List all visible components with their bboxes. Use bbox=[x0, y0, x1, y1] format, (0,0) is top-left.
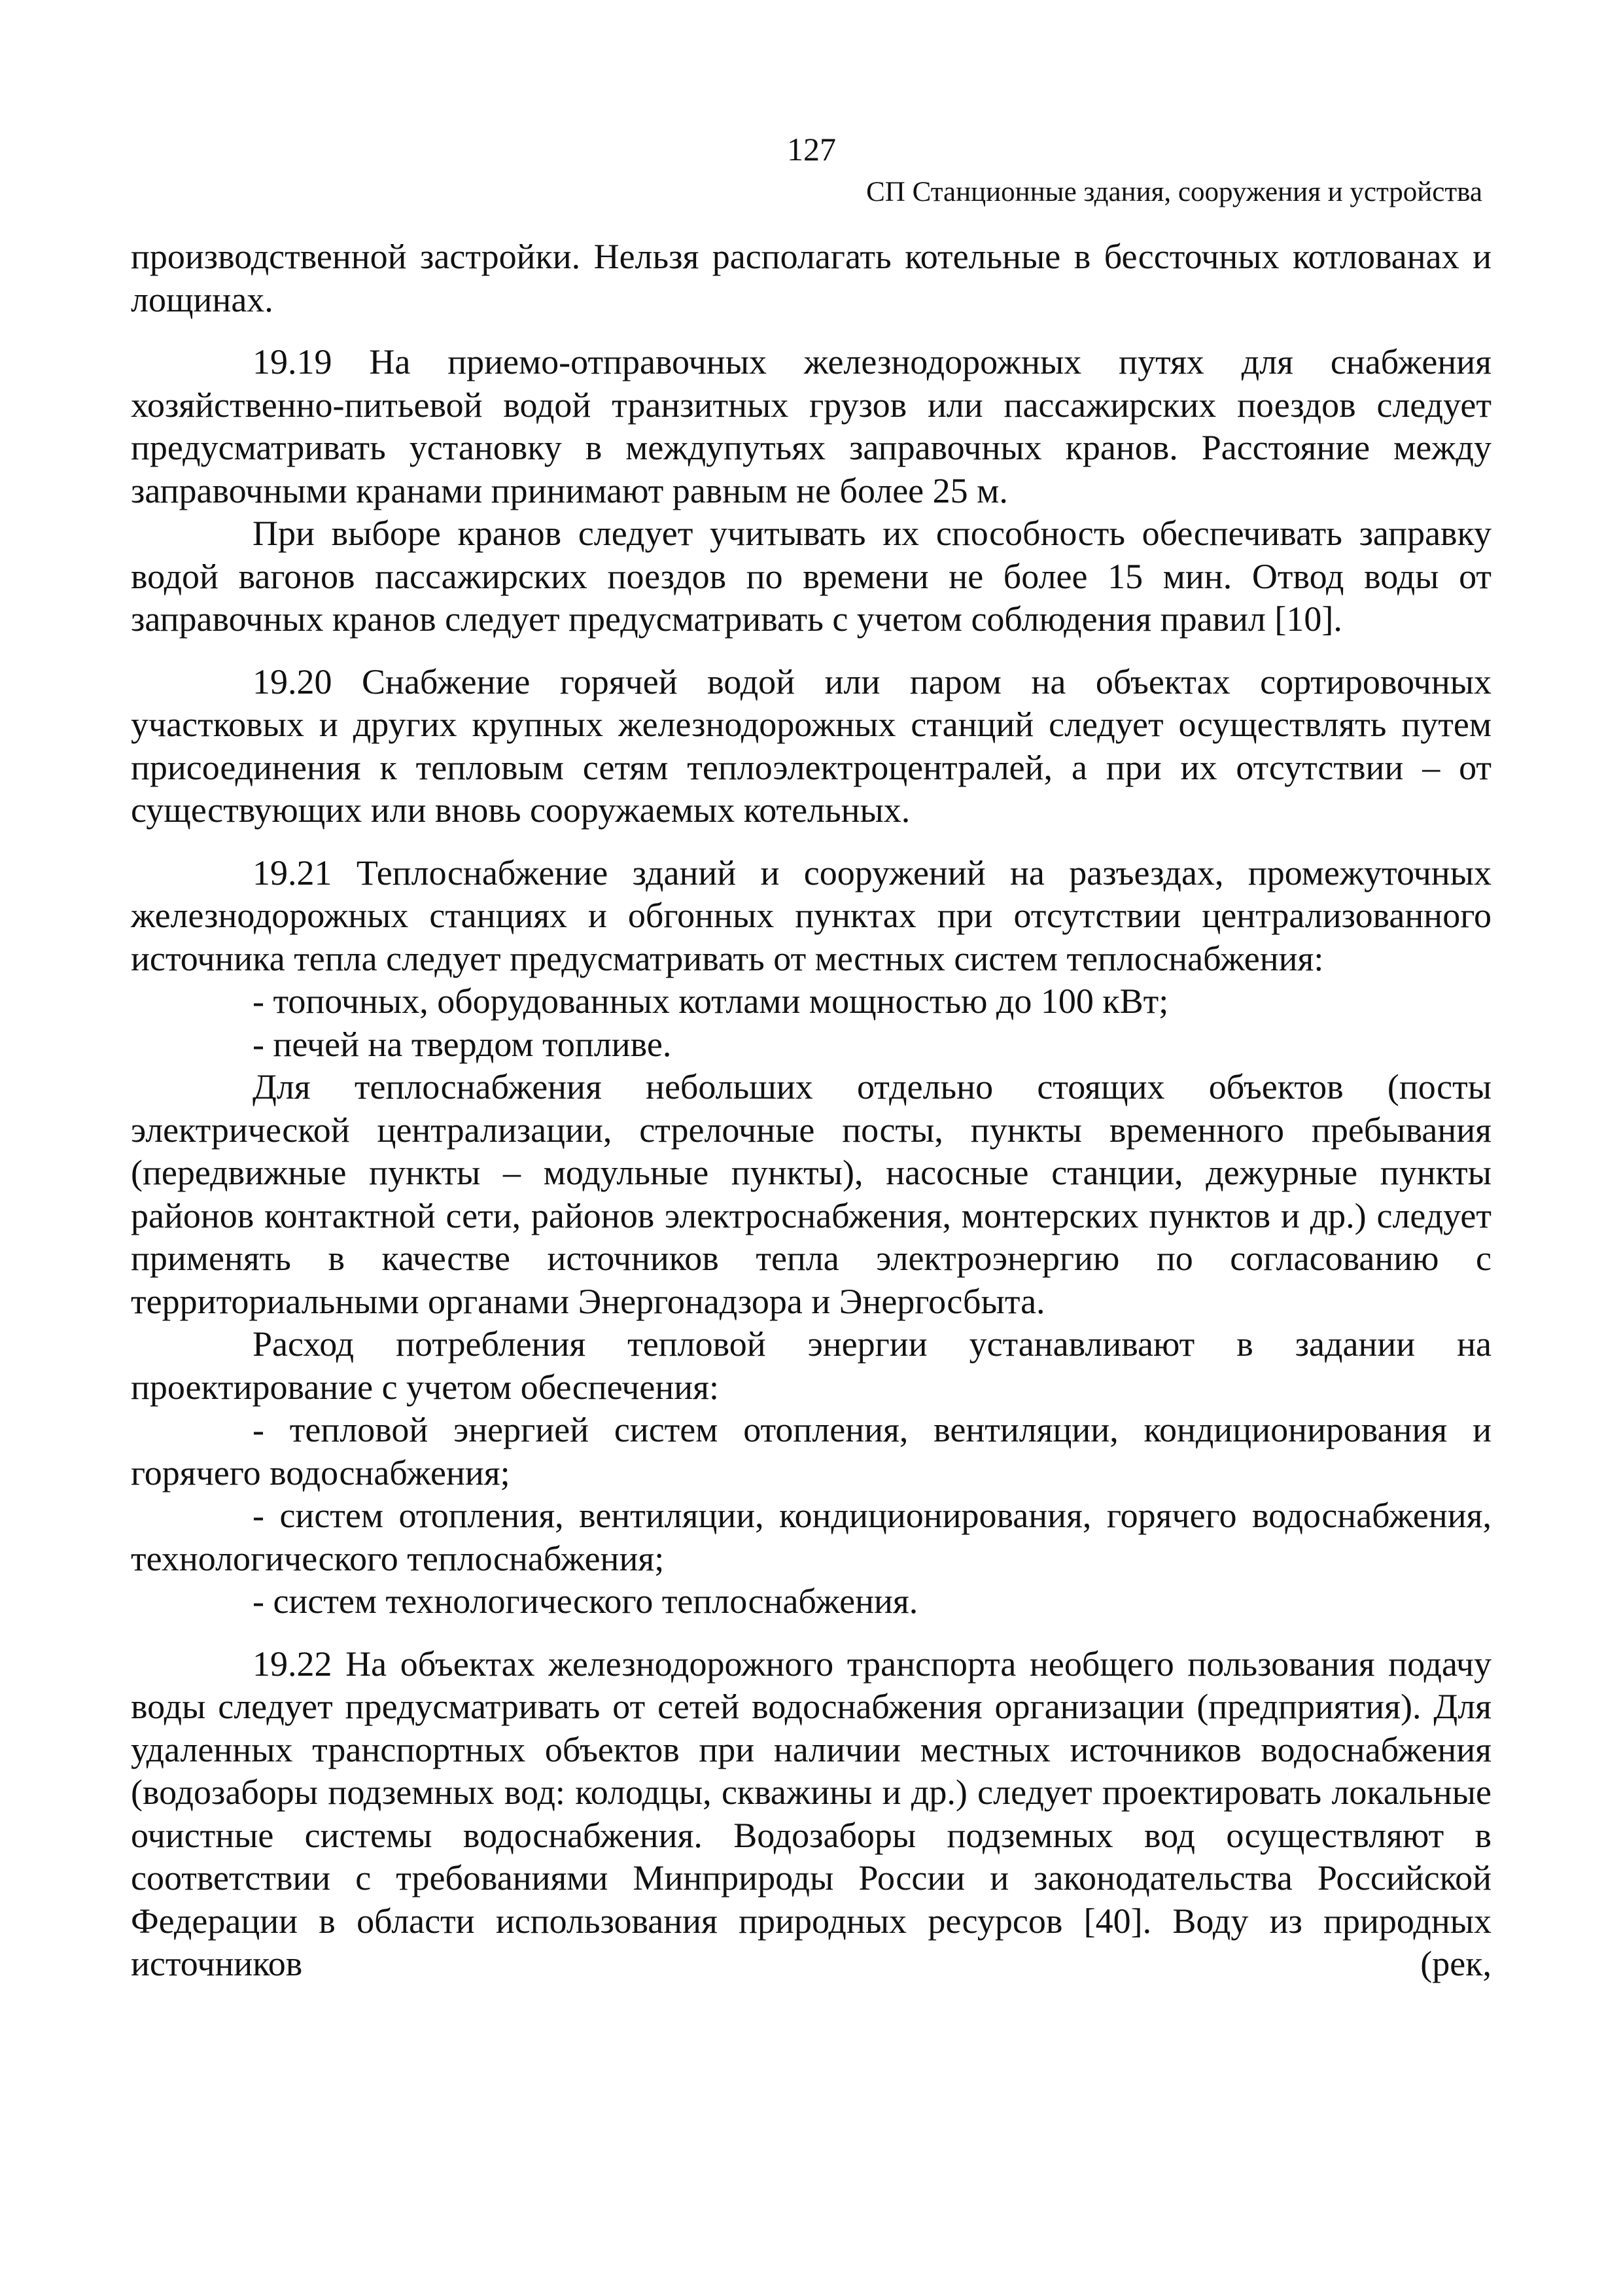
list-item: - печей на твердом топливе. bbox=[253, 1024, 672, 1064]
list-item: - тепловой энергией систем отопления, вентиляции, кондиционирования и горячего водоснабжения; bbox=[131, 1410, 1492, 1492]
paragraph-heat-consumption: Расход потребления тепловой энергии устанавливают в задании на проектирование с учетом обеспечения: bbox=[131, 1324, 1492, 1407]
paragraph-small-objects: Для теплоснабжения небольших отдельно стоящих объектов (посты электрической централизации, стрелочные посты, пункты временного пребывания (передвижные пункты – модульные пункты), насосные станции, дежурные пункты районов контактной сети, районов электроснабжения, монтерских пунктов и др.) следует применять в качестве источников тепла электроэнергию по согласованию с территориальными органами Энергонадзора и Энергосбыта. bbox=[131, 1067, 1492, 1321]
document-body bbox=[131, 236, 1492, 1986]
page-number: 127 bbox=[787, 131, 836, 168]
list-item: - топочных, оборудованных котлами мощностью до 100 кВт; bbox=[253, 981, 1169, 1021]
paragraph-19-19: 19.19 На приемо-отправочных железнодорожных путях для снабжения хозяйственно-питьевой водой транзитных грузов или пассажирских поездов следует предусматривать установку в междупутьях заправочных кранов. Расстояние между заправочными кранами принимают равным не более 25 м. bbox=[131, 342, 1492, 510]
list-item: - систем отопления, вентиляции, кондиционирования, горячего водоснабжения, технологического теплоснабжения; bbox=[131, 1496, 1492, 1578]
paragraph-continuation: производственной застройки. Нельзя располагать котельные в бессточных котлованах и лощинах. bbox=[131, 237, 1492, 319]
list-item: - систем технологического теплоснабжения. bbox=[253, 1581, 918, 1621]
paragraph-19-22: 19.22 На объектах железнодорожного транспорта необщего пользования подачу воды следует предусматривать от сетей водоснабжения организации (предприятия). Для удаленных транспортных объектов при наличии местных источников водоснабжения (водозаборы подземных вод: колодцы, скважины и др.) следует проектировать локальные очистные системы водоснабжения. Водозаборы подземных вод осуществляют в соответствии с требованиями Минприроды России и законодательства Российской Федерации в области использования природных ресурсов [40]. Воду из природных источников (рек, bbox=[131, 1644, 1492, 1983]
running-header: СП Станционные здания, сооружения и устройства bbox=[866, 177, 1482, 207]
paragraph-valve-selection: При выборе кранов следует учитывать их способность обеспечивать заправку водой вагонов пассажирских поездов по времени не более 15 мин. Отвод воды от заправочных кранов следует предусматривать с учетом соблюдения правил [10]. bbox=[131, 514, 1492, 639]
paragraph-19-20: 19.20 Снабжение горячей водой или паром на объектах сортировочных участковых и других крупных железнодорожных станций следует осуществлять путем присоединения к тепловым сетям теплоэлектроцентралей, а при их отсутствии – от существующих или вновь сооружаемых котельных. bbox=[131, 662, 1492, 830]
paragraph-19-21: 19.21 Теплоснабжение зданий и сооружений на разъездах, промежуточных железнодорожных станциях и обгонных пунктах при отсутствии централизованного источника тепла следует предусматривать от местных систем теплоснабжения: bbox=[131, 853, 1492, 978]
